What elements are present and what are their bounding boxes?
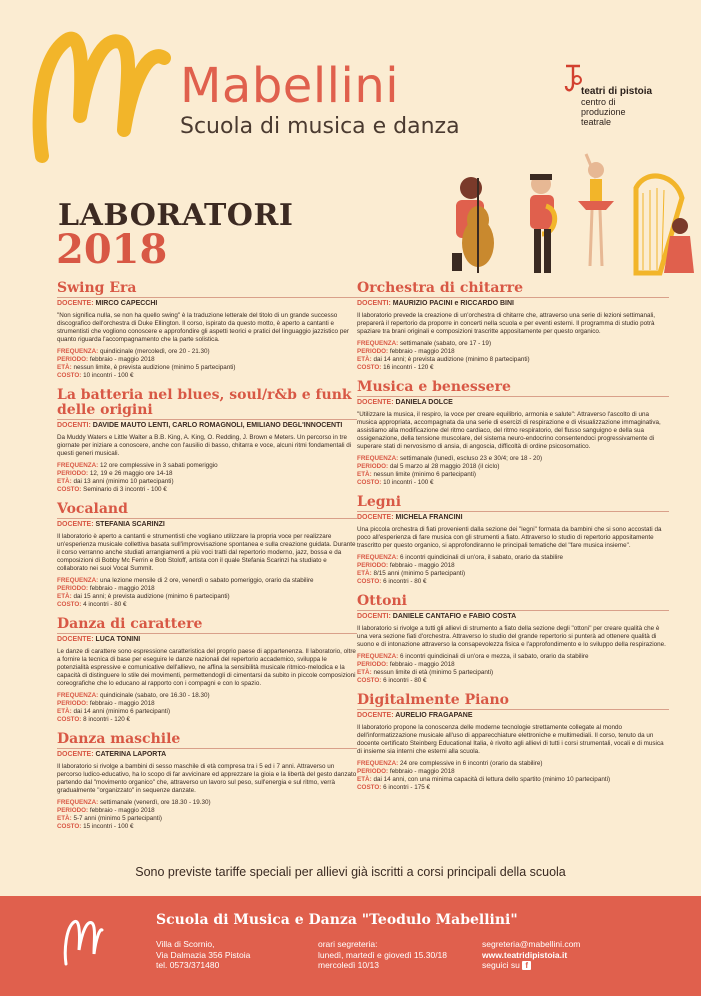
course-teacher: DOCENTI: DANIELE CANTAFIO e FABIO COSTA <box>357 613 517 620</box>
course-teacher: DOCENTE: DANIELA DOLCE <box>357 399 453 406</box>
course-title: Ottoni <box>357 594 669 611</box>
course-musica-e-benessere <box>357 380 669 487</box>
double-bass-player-figure <box>452 177 494 273</box>
hours-line: lunedì, martedì e giovedì 15.30/18 <box>318 949 448 960</box>
course-details: FREQUENZA: 6 incontri quindicinali di un'ora, il sabato, orario da stabilire PERIODO: febbraio - maggio 2018 ETÀ: 8/15 anni (minimo 5 partecipanti) COSTO: 6 incontri - 80 € <box>357 554 563 585</box>
course-title: Orchestra di chitarre <box>357 281 669 298</box>
course-details: FREQUENZA: quindicinale (mercoledì, ore 20 - 21.30) PERIODO: febbraio - maggio 2018 ETÀ: nessun limite, è prevista audizione (minimo 5 partecipanti) COSTO: 10 incontri - 100 € <box>57 348 236 379</box>
saxophone-player-figure <box>530 174 555 273</box>
course-batteria <box>57 388 357 494</box>
facebook-icon[interactable]: f <box>522 961 531 970</box>
course-vocaland <box>57 502 357 609</box>
course-title: Digitalmente Piano <box>357 693 669 710</box>
course-title: Swing Era <box>57 281 357 298</box>
course-legni <box>357 495 669 586</box>
course-title: Legni <box>357 495 669 512</box>
hours-line: mercoledì 10/13 <box>318 960 379 970</box>
brand-subtitle: Scuola di musica e danza <box>180 114 460 139</box>
course-teacher: DOCENTI: MAURIZIO PACINI e RICCARDO BINI <box>357 300 515 307</box>
hours-line: orari segreteria: <box>318 939 378 949</box>
course-title: Musica e benessere <box>357 380 669 397</box>
course-details: FREQUENZA: 24 ore complessive in 6 incontri (orario da stabilire) PERIODO: febbraio - maggio 2018 ETÀ: dai 14 anni, con una minima capacità di lettura dello spartito (minimo 10 partecipanti) COSTO: 6 incontri - 175 € <box>357 760 611 791</box>
course-teacher: DOCENTE: LUCA TONINI <box>57 636 141 643</box>
partner-line: teatrale <box>581 117 612 127</box>
course-ottoni <box>357 594 669 685</box>
partner-line: produzione <box>581 107 626 117</box>
footer-school-name: Scuola di Musica e Danza "Teodulo Mabellini" <box>156 912 518 928</box>
partner-name: teatri di pistoia <box>581 86 653 97</box>
course-description: Il laboratorio si rivolge a tutti gli allievi di strumento a fiato della sezione degli "ottoni" per creare qualità che è una vera sezione fiati d'orchestra. Attraverso lo studio del grande repertorio si punterà ad ottenere qualità di suono e di intonazione attraverso la consapevolezza fisica e l'approfondimento e lo sviluppo della respirazione. <box>357 625 666 648</box>
course-description: Il laboratorio si rivolge a bambini di sesso maschile di età compresa tra i 5 ed i 7 anni. Attraverso un percorso ludico-educativo, ha lo scopo di far avvicinare ed apprezzare la gioia e la libertà del gesto danzato partendo dal "movimento organico" che, attraverso un lavoro sul peso, sull'energia e sul ritmo, verrà gradualmente "organizzato" in sequenze danzate. <box>57 763 357 794</box>
course-details: FREQUENZA: settimanale (lunedì, escluso 23 e 30/4; ore 18 - 20) PERIODO: dal 5 marzo al 28 maggio 2018 (il ciclo) ETÀ: nessun limite (minimo 6 partecipanti) COSTO: 10 incontri - 100 € <box>357 455 543 486</box>
course-description: Da Muddy Waters e Little Walter a B.B. King, A. King, O. Redding, J. Brown e Meters. Un percorso in tre giornate per iniziare a conoscere, anche con l'ausilio di basso, chitarra e voce, alcuni ritmi fondamentali di questi generi musicali. <box>57 434 352 457</box>
partner-line: centro di <box>581 97 616 107</box>
course-teacher: DOCENTE: MICHELA FRANCINI <box>357 514 463 521</box>
course-details: FREQUENZA: 12 ore complessive in 3 sabati pomeriggio PERIODO: 12, 19 e 26 maggio ore 14-18 ETÀ: dai 13 anni (minimo 10 partecipanti) COSTO: Seminario di 3 incontri - 100 € <box>57 462 218 493</box>
course-teacher: DOCENTE: STEFANIA SCARINZI <box>57 521 165 528</box>
footer-contacts <box>482 939 580 971</box>
ballerina-figure <box>578 154 614 266</box>
course-danza-di-carattere <box>57 617 357 724</box>
course-teacher: DOCENTI: DAVIDE MAUTO LENTI, CARLO ROMAGNOLI, EMILIANO DEGL'INNOCENTI <box>57 422 343 429</box>
course-swing-era <box>57 281 357 380</box>
course-title: Danza di carattere <box>57 617 357 634</box>
course-title: Vocaland <box>57 502 357 519</box>
footer-office-hours <box>318 939 447 971</box>
website-link[interactable]: www.teatridipistoia.it <box>482 949 568 960</box>
course-title: La batteria nel blues, soul/r&b e funk delle origini <box>57 388 357 420</box>
mabellini-logo-m <box>22 18 172 168</box>
address-line: Via Dalmazia 356 Pistoia <box>156 949 251 960</box>
footer-address <box>156 939 250 971</box>
course-details: FREQUENZA: una lezione mensile di 2 ore, venerdì o sabato pomeriggio, orario da stabilire PERIODO: febbraio - maggio 2018 ETÀ: dai 15 anni; è prevista audizione (minimo 6 partecipanti) COSTO: 4 incontri - 80 € <box>57 577 314 608</box>
course-details: FREQUENZA: quindicinale (sabato, ore 16.30 - 18.30) PERIODO: febbraio - maggio 2018 ETÀ: dai 14 anni (minimo 6 partecipanti) COSTO: 8 incontri - 120 € <box>57 692 210 723</box>
course-details: FREQUENZA: settimanale (sabato, ore 17 - 19) PERIODO: febbraio - maggio 2018 ETÀ: dai 14 anni; è prevista audizione (minimo 8 partecipanti) COSTO: 16 incontri - 120 € <box>357 340 530 371</box>
musicians-illustration <box>436 148 696 283</box>
course-teacher: DOCENTE: AURELIO FRAGAPANE <box>357 712 473 719</box>
address-line: Villa di Scornio, <box>156 939 215 949</box>
email-link[interactable]: segreteria@mabellini.com <box>482 939 581 949</box>
brand-title: Mabellini <box>180 58 400 114</box>
footer-logo-m-icon <box>60 912 104 968</box>
course-teacher: DOCENTE: CATERINA LAPORTA <box>57 751 167 758</box>
course-teacher: DOCENTE: MIRCO CAPECCHI <box>57 300 158 307</box>
harpist-figure <box>636 176 694 273</box>
course-details: FREQUENZA: 6 incontri quindicinali di un'ora e mezza, il sabato, orario da stabilire PERIODO: febbraio - maggio 2018 ETÀ: nessun limite di età (minimo 5 partecipanti) COSTO: 6 incontri - 80 € <box>357 653 589 684</box>
course-description: Le danze di carattere sono espressione caratteristica del proprio paese di appartenenza. Il laboratorio, oltre a fornire la tecnica di base per eseguire le danze nazionali del repertorio accademico, sviluppa le potenzialità espressive e comunicative dell'allievo, ne affina la sensibilità musicale ritmico-melodica e la capacità di distinguere lo stile dei movimenti, permettendogli di cimentarsi da subito in piccole composizioni coreografiche che lo educano al rapporto con i compagni e con lo spazio. <box>57 648 356 687</box>
partner-logo-text <box>581 87 652 127</box>
course-title: Danza maschile <box>57 732 357 749</box>
course-description: Il laboratorio è aperto a cantanti e strumentisti che vogliano utilizzare la propria voce per realizzare un'esperienza musicale collettiva basata sull'improvvisazione spontanea e sulla creazione guidata. Durante il corso verranno anche studiati arrangiamenti a più voci tratti dal repertorio moderno, jazz, bossa e da composizioni di Bobby Mc Ferrin e Bob Stoloff, artista con il quale Stefania Scarinzi ha studiato e collaborato nei suoi Vocal Summit. <box>57 533 356 572</box>
course-details: FREQUENZA: settimanale (venerdì, ore 18.30 - 19.30) PERIODO: febbraio - maggio 2018 ETÀ: 5-7 anni (minimo 5 partecipanti) COSTO: 15 incontri - 100 € <box>57 799 211 830</box>
course-description: Una piccola orchestra di fiati provenienti dalla sezione dei "legni" formata da bambini che si sono accostati da poco all'esperienza di fare musica con gli strumenti a fiato. Attraverso lo studio di repertorio appositamente trascritto per questo organico, si approfondiranno le principali tematiche del "fare musica insieme". <box>357 526 662 549</box>
section-title: LABORATORI <box>58 198 294 233</box>
special-rates-note: Sono previste tariffe speciali per allievi già iscritti a corsi principali della scuola <box>135 865 566 879</box>
course-description: Il laboratorio propone la conoscenza delle moderne tecnologie strettamente collegate al mondo dell'informatizzazione musicale all'uso di apparecchiature elettroniche e multimediali. Il corso, tenuto da un docente certificato Steinberg Educational Italia, è rivolto agli allievi di tutti i corsi strumentali, vocali e di musica di insieme sia interni che esterni alla scuola. <box>357 724 664 755</box>
year-heading: 2018 <box>56 226 168 273</box>
course-description: "Non significa nulla, se non ha quello swing" è la traduzione letterale del titolo di un grande successo discografico dell'orchestra di Duke Ellington. Il corso, ispirato da questo motto, è aperto a cantanti e strumentisti che vogliono conoscere e approfondire gli aspetti teorici e pratici del linguaggio jazzistico per quanto riguarda l'accompagnamento che la parte solistica. <box>57 312 349 343</box>
course-digitalmente-piano <box>357 693 669 792</box>
social-follow[interactable] <box>482 960 580 971</box>
course-orchestra-di-chitarre <box>357 281 669 372</box>
course-description: Il laboratorio prevede la creazione di un'orchestra di chitarre che, attraverso una serie di lezioni settimanali, preparerà il repertorio da proporre in concerti nella scuola e per eventi esterni. Il programma di studio potrà spaziare tra brani originali e composizioni trascritte appositamente per questo organico. <box>357 312 656 335</box>
phone-line: tel. 0573/371480 <box>156 960 220 970</box>
course-description: "Utilizzare la musica, il respiro, la voce per creare equilibrio, armonia e salute": Attraverso l'ascolto di una musica appropriata, accompagnata da una serie di esercizi di respirazione e di visualizzazione immaginativa, assistiamo alla modificazione del ritmo cardiaco, del ritmo respiratorio, del flusso sanguigno e della sua ossigenazione, della tensione muscolare, del sistema neuro-endocrino consentendoci progressivamente di superare stati di nervosismo di ansia, di angoscia, difficoltà di ordine psicosomatico. <box>357 411 661 450</box>
courses-left-column <box>57 281 357 839</box>
courses-right-column <box>357 281 669 800</box>
course-danza-maschile <box>57 732 357 831</box>
social-label: seguici su <box>482 960 520 970</box>
